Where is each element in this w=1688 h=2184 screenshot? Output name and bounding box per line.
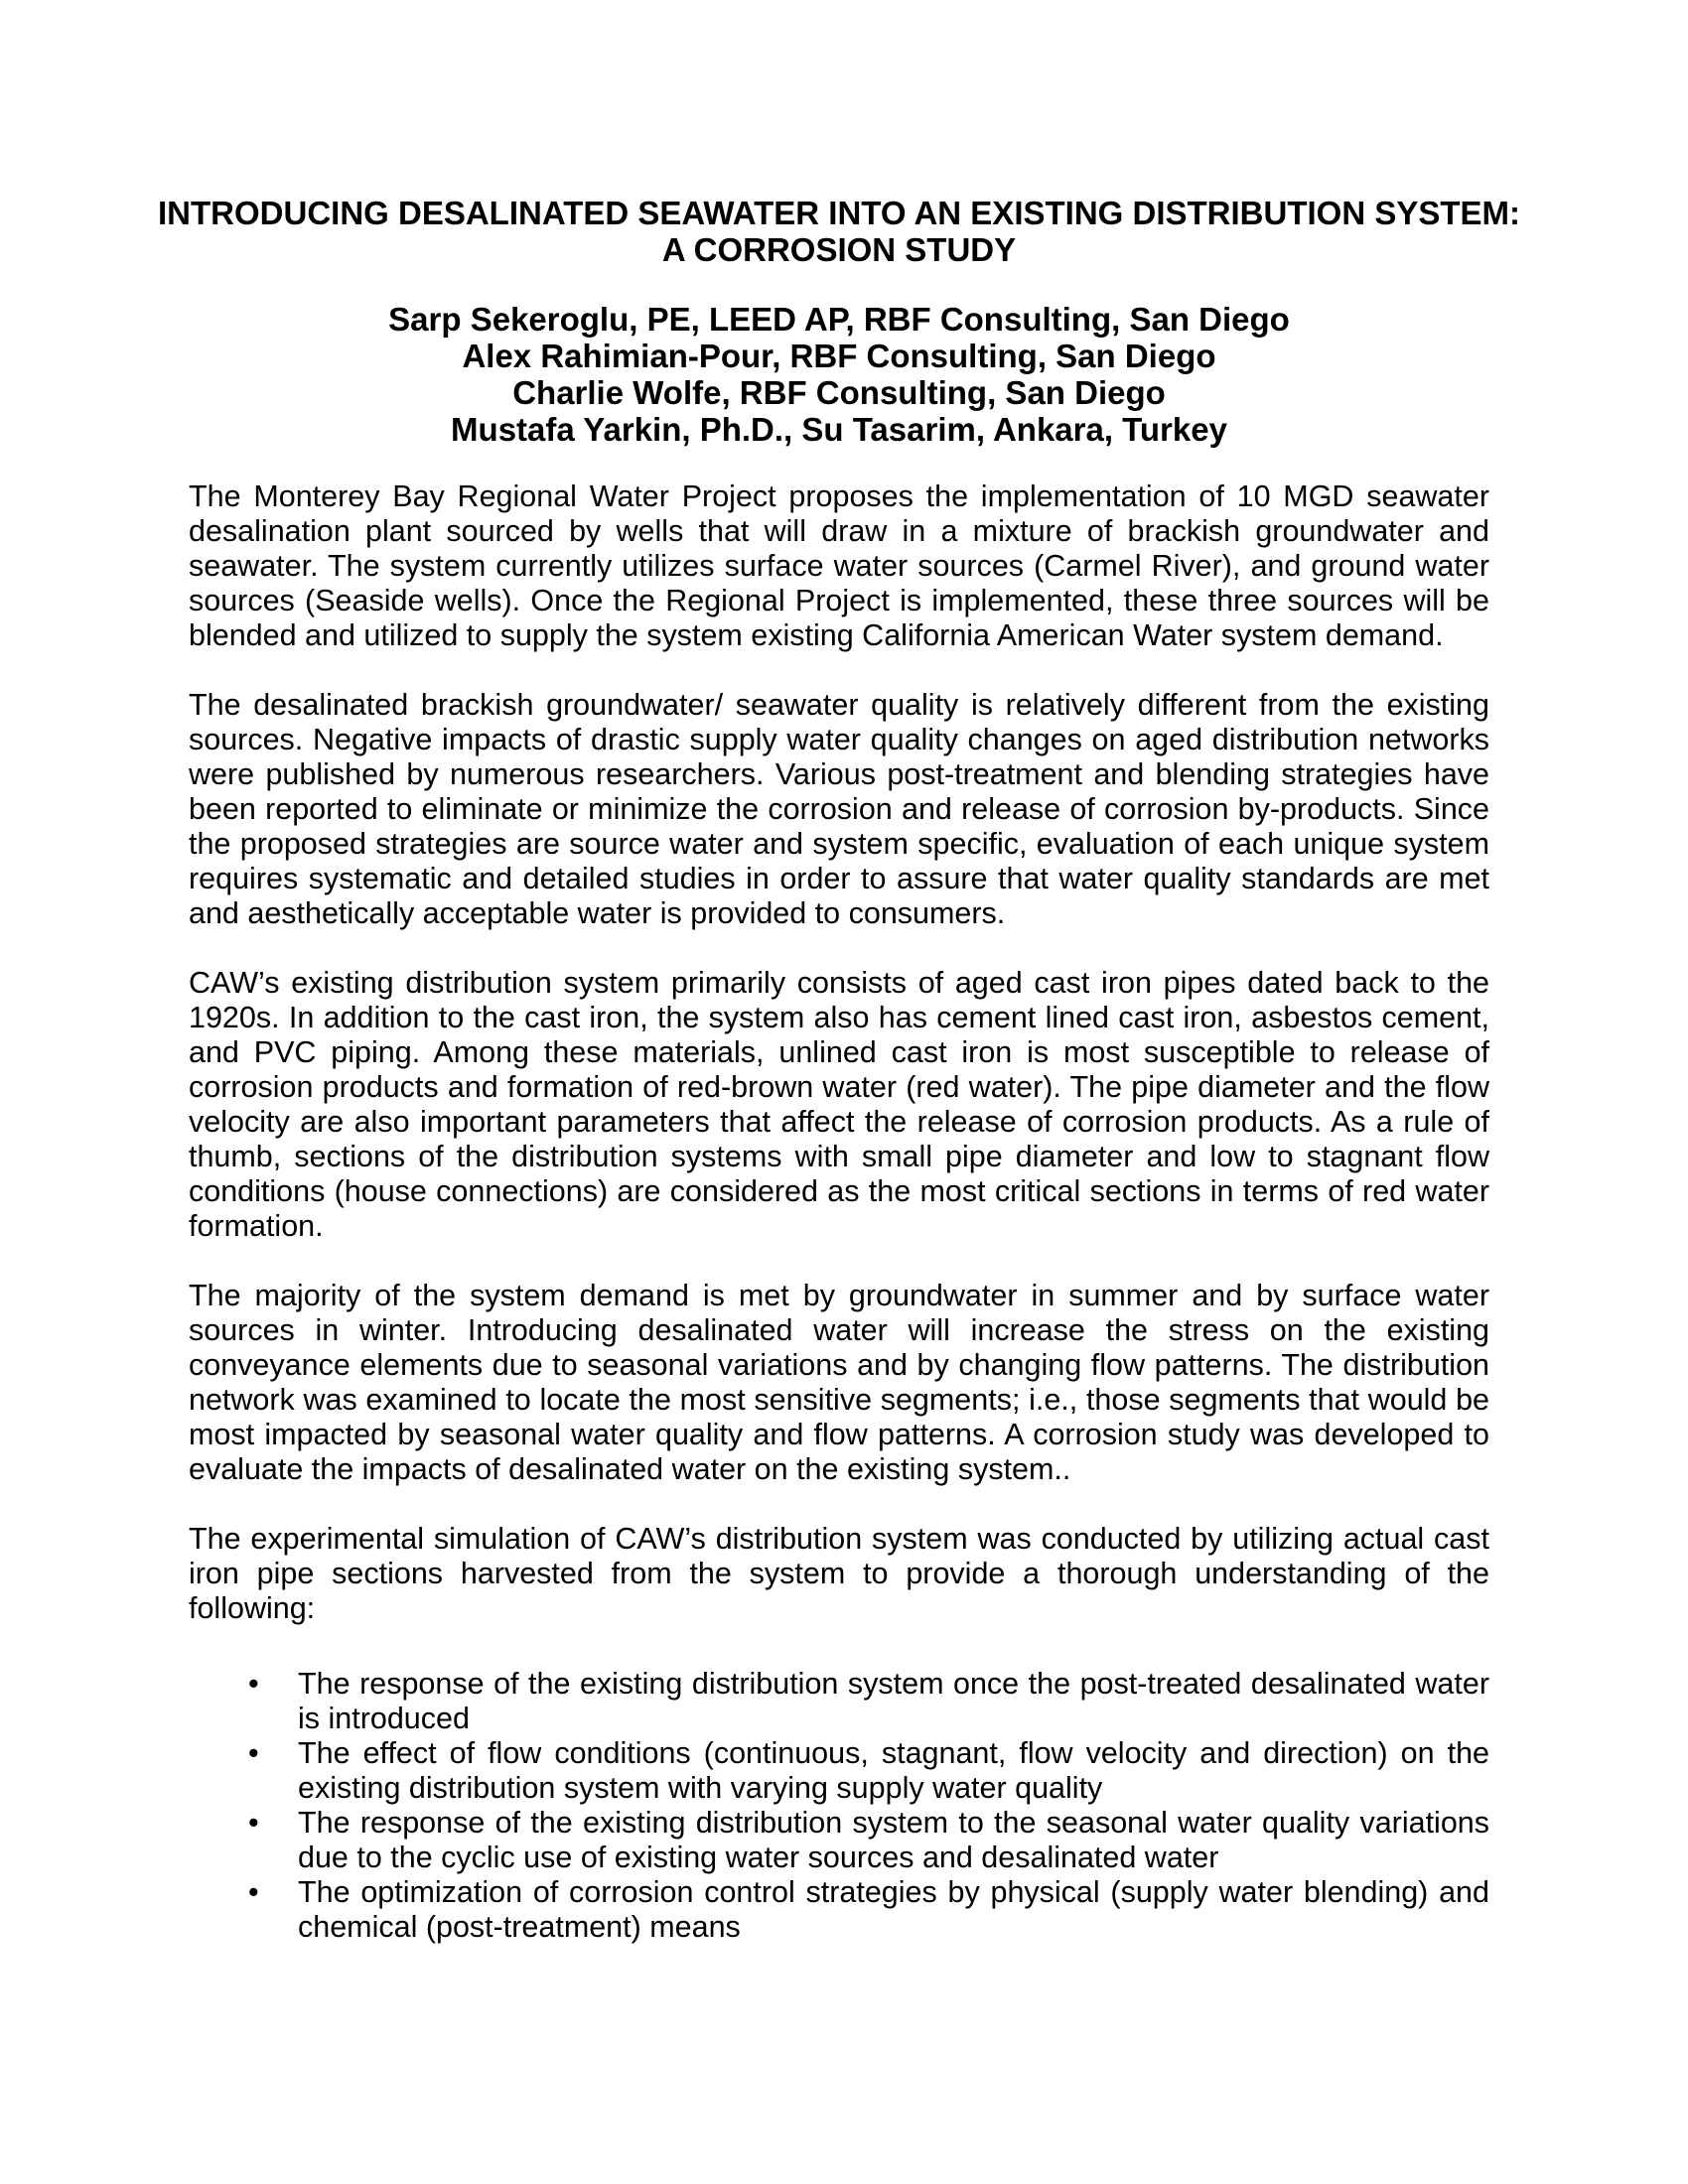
paragraph-4: The majority of the system demand is met by groundwater in summer and by surface water sources in winter. Introducing desalinated water will increase the stress on the existing conveyance elements due to seasonal variations and by changing flow patterns. The distribution network was examined to locate the most sensitive segments; i.e., those segments that would be most impacted by seasonal water quality and flow patterns. A corrosion study was developed to evaluate the impacts of desalinated water on the existing system.. bbox=[189, 1279, 1489, 1486]
author-line-1: Sarp Sekeroglu, PE, LEED AP, RBF Consulting, San Diego bbox=[388, 301, 1290, 338]
bullet-icon: • bbox=[248, 1736, 259, 1770]
bullet-item-text: The optimization of corrosion control strategies by physical (supply water blending) and chemical (post-treatment) means bbox=[298, 1875, 1489, 1944]
paragraph-1: The Monterey Bay Regional Water Project proposes the implementation of 10 MGD seawater desalination plant sourced by wells that will draw in a mixture of brackish groundwater and seawater. The system currently utilizes surface water sources (Carmel River), and ground water sources (Seaside wells). Once the Regional Project is implemented, these three sources will be blended and utilized to supply the system existing California American Water system demand. bbox=[189, 479, 1489, 652]
bullet-icon: • bbox=[248, 1667, 259, 1701]
bullet-item-2 bbox=[189, 1736, 1489, 1806]
author-line-4: Mustafa Yarkin, Ph.D., Su Tasarim, Ankara, Turkey bbox=[451, 411, 1227, 448]
paper-title bbox=[119, 195, 1559, 268]
paragraph-2: The desalinated brackish groundwater/ seawater quality is relatively different from the existing sources. Negative impacts of drastic supply water quality changes on aged distribution networks were published by numerous researchers. Various post-treatment and blending strategies have been reported to eliminate or minimize the corrosion and release of corrosion by-products. Since the proposed strategies are source water and system specific, evaluation of each unique system requires systematic and detailed studies in order to assure that water quality standards are met and aesthetically acceptable water is provided to consumers. bbox=[189, 688, 1489, 930]
bullet-item-1 bbox=[189, 1667, 1489, 1736]
author-line-2: Alex Rahimian-Pour, RBF Consulting, San Diego bbox=[462, 338, 1216, 374]
paper-title-line-2: A CORROSION STUDY bbox=[661, 231, 1017, 268]
bullet-item-text: The effect of flow conditions (continuous, stagnant, flow velocity and direction) on the existing distribution system with varying supply water quality bbox=[298, 1736, 1489, 1805]
paragraph-3: CAW’s existing distribution system primarily consists of aged cast iron pipes dated back to the 1920s. In addition to the cast iron, the system also has cement lined cast iron, asbestos cement, and PVC piping. Among these materials, unlined cast iron is most susceptible to release of corrosion products and formation of red-brown water (red water). The pipe diameter and the flow velocity are also important parameters that affect the release of corrosion products. As a rule of thumb, sections of the distribution systems with small pipe diameter and low to stagnant flow conditions (house connections) are considered as the most critical sections in terms of red water formation. bbox=[189, 966, 1489, 1243]
bullet-item-text: The response of the existing distribution system to the seasonal water quality variations due to the cyclic use of existing water sources and desalinated water bbox=[298, 1806, 1489, 1874]
bullet-item-4 bbox=[189, 1875, 1489, 1945]
page-content bbox=[158, 195, 1520, 1945]
bullet-item-text: The response of the existing distribution system once the post-treated desalinated water is introduced bbox=[298, 1667, 1489, 1735]
paragraph-5: The experimental simulation of CAW’s distribution system was conducted by utilizing actual cast iron pipe sections harvested from the system to provide a thorough understanding of the following: bbox=[189, 1522, 1489, 1625]
author-list bbox=[189, 301, 1489, 448]
bullet-icon: • bbox=[248, 1806, 259, 1840]
bullet-item-3 bbox=[189, 1806, 1489, 1875]
paper-title-line-1: INTRODUCING DESALINATED SEAWATER INTO AN EXISTING DISTRIBUTION SYSTEM: bbox=[158, 195, 1520, 231]
author-line-3: Charlie Wolfe, RBF Consulting, San Diego bbox=[512, 374, 1166, 411]
bullet-list bbox=[189, 1667, 1489, 1945]
bullet-icon: • bbox=[248, 1875, 259, 1909]
